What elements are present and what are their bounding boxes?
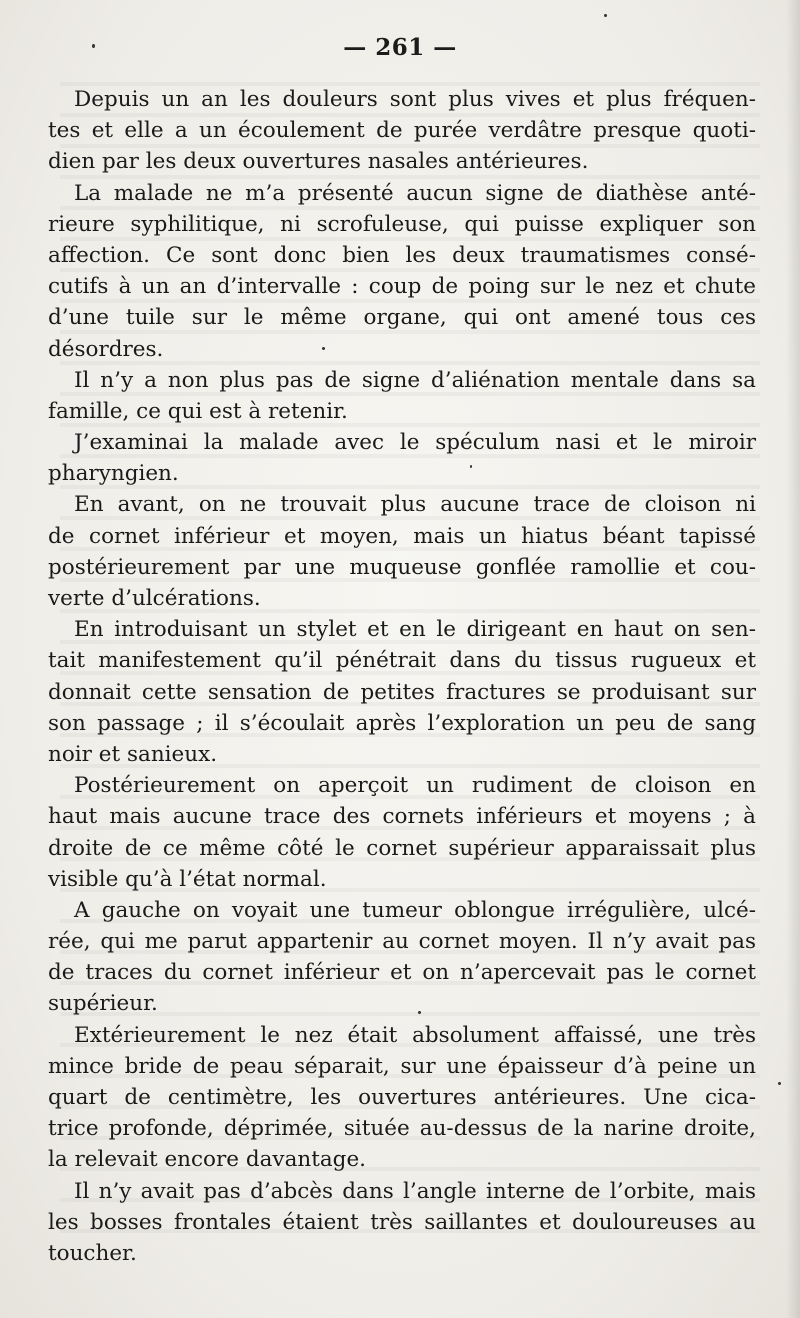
text-line: tes et elle a un écoulement de purée verdâtre presque quoti- xyxy=(48,118,756,144)
paragraph xyxy=(48,84,756,178)
print-speck xyxy=(604,14,607,17)
paragraph xyxy=(48,178,756,365)
text-line: la relevait encore davantage. xyxy=(48,1147,367,1173)
text-line: Il n’y avait pas d’abcès dans l’angle interne de l’orbite, mais xyxy=(74,1178,756,1204)
text-line: En avant, on ne trouvait plus aucune trace de cloison ni xyxy=(74,492,756,518)
text-line: A gauche on voyait une tumeur oblongue irrégulière, ulcé- xyxy=(74,897,756,923)
text-line: tait manifestement qu’il pénétrait dans du tissus rugueux et xyxy=(48,648,756,674)
text-line: donnait cette sensation de petites fractures se produisant sur xyxy=(48,679,756,705)
paragraph xyxy=(48,1020,756,1176)
paragraph xyxy=(48,427,756,489)
text-line: droite de ce même côté le cornet supérieur apparaissait plus xyxy=(48,835,756,861)
text-line: les bosses frontales étaient très saillantes et douloureuses au xyxy=(48,1209,756,1235)
text-line: noir et sanieux. xyxy=(48,741,218,767)
text-line: Il n’y a non plus pas de signe d’aliénation mentale dans sa xyxy=(74,367,756,393)
text-line: affection. Ce sont donc bien les deux traumatismes consé- xyxy=(48,242,756,268)
text-line: quart de centimètre, les ouvertures antérieures. Une cica- xyxy=(48,1085,756,1110)
text-line: En introduisant un stylet et en le dirigeant en haut on sen- xyxy=(74,617,756,643)
print-speck xyxy=(778,1082,781,1085)
text-line: désordres. xyxy=(48,336,164,362)
text-line: toucher. xyxy=(48,1240,137,1266)
text-line: verte d’ulcérations. xyxy=(48,586,261,611)
text-line: Depuis un an les douleurs sont plus vives et plus fréquen- xyxy=(74,87,756,112)
text-line: trice profonde, déprimée, située au-dessus de la narine droite, xyxy=(48,1116,756,1142)
text-line: supérieur. xyxy=(48,991,158,1017)
text-line: visible qu’à l’état normal. xyxy=(48,866,327,892)
text-line: postérieurement par une muqueuse gonflée ramollie et cou- xyxy=(48,554,756,580)
paragraph xyxy=(48,1176,756,1270)
text-line: de cornet inférieur et moyen, mais un hiatus béant tapissé xyxy=(48,523,756,549)
text-line: d’une tuile sur le même organe, qui ont amené tous ces xyxy=(48,305,756,331)
text-line: son passage ; il s’écoulait après l’exploration un peu de sang xyxy=(48,710,756,736)
paragraph xyxy=(48,489,756,614)
text-line: cutifs à un an d’intervalle : coup de poing sur le nez et chute xyxy=(48,274,756,300)
page-edge-shadow xyxy=(786,0,800,1318)
text-line: mince bride de peau séparait, sur une épaisseur d’à peine un xyxy=(48,1053,756,1079)
text-line: famille, ce qui est à retenir. xyxy=(48,398,348,424)
text-line: Extérieurement le nez était absolument affaissé, une très xyxy=(74,1022,756,1048)
text-line: pharyngien. xyxy=(48,461,179,487)
print-speck xyxy=(92,44,95,48)
paragraph xyxy=(48,614,756,770)
print-speck xyxy=(470,465,472,468)
text-line: haut mais aucune trace des cornets inférieurs et moyens ; à xyxy=(48,804,756,830)
text-line: La malade ne m’a présenté aucun signe de diathèse anté- xyxy=(74,180,756,206)
print-speck xyxy=(418,1011,421,1014)
text-line: rée, qui me parut appartenir au cornet moyen. Il n’y avait pas xyxy=(48,929,756,955)
text-line: de traces du cornet inférieur et on n’apercevait pas le cornet xyxy=(48,960,756,986)
paragraph xyxy=(48,770,756,895)
text-line: dien par les deux ouvertures nasales antérieures. xyxy=(48,149,589,175)
print-speck xyxy=(322,347,325,350)
text-line: Postérieurement on aperçoit un rudiment de cloison en xyxy=(74,773,756,799)
paragraph xyxy=(48,365,756,427)
page-number: — 261 — xyxy=(343,34,457,61)
paragraph xyxy=(48,895,756,1020)
body-text xyxy=(48,84,756,1269)
text-line: rieure syphilitique, ni scrofuleuse, qui puisse expliquer son xyxy=(48,211,756,237)
text-line: J’examinai la malade avec le spéculum nasi et le miroir xyxy=(74,430,756,456)
